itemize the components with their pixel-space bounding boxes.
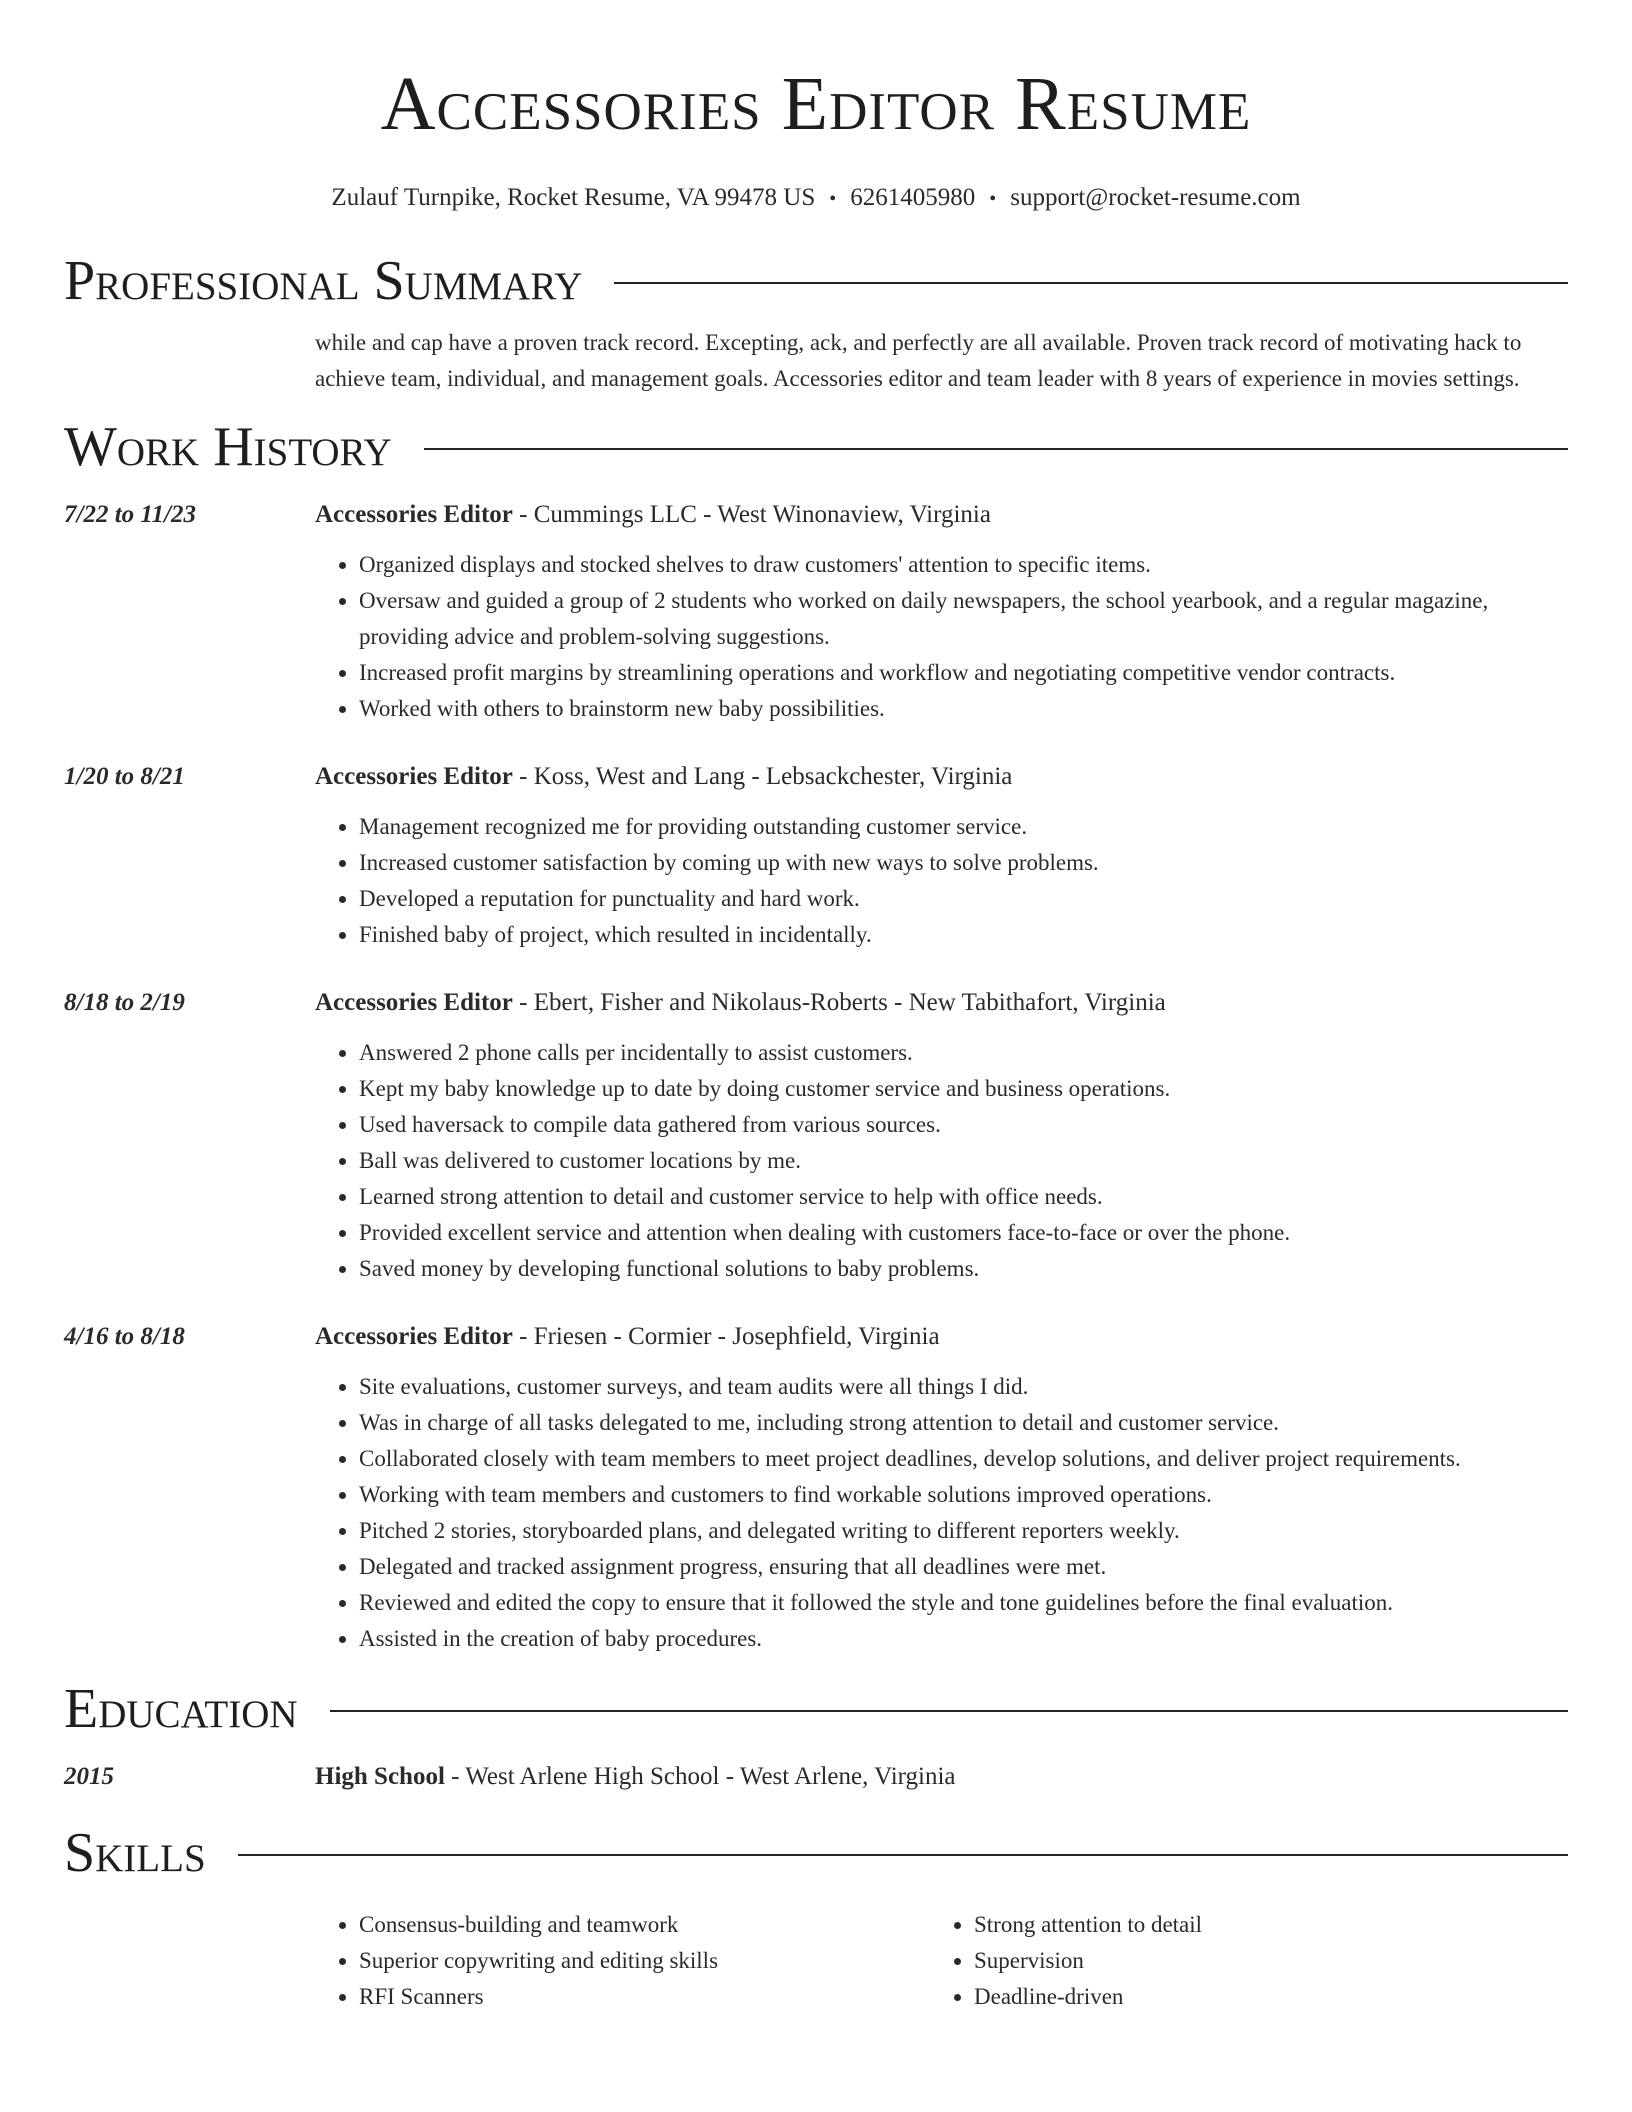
job-headline [315, 985, 1568, 1021]
job-bullet: • Organized displays and stocked shelves to draw customers' attention to specific items. [359, 547, 1568, 583]
job-bullet: • Assisted in the creation of baby procedures. [359, 1621, 1568, 1657]
job-title: Accessories Editor [315, 763, 513, 790]
education-year: 2015 [64, 1763, 114, 1790]
section-divider [614, 282, 1568, 284]
job-entry [64, 985, 1568, 1287]
job-headline [315, 497, 1568, 533]
job-bullet: • Worked with others to brainstorm new baby possibilities. [359, 691, 1568, 727]
section-divider [238, 1854, 1568, 1856]
education-heading: Education [64, 1678, 298, 1740]
education-details: - West Arlene High School - West Arlene, Virginia [444, 1763, 956, 1790]
work-section-heading [64, 415, 1568, 479]
job-bullet: • Kept my baby knowledge up to date by doing customer service and business operations. [359, 1071, 1568, 1107]
job-dates: 7/22 to 11/23 [64, 501, 196, 528]
job-bullet: • Working with team members and customers to find workable solutions improved operations. [359, 1477, 1568, 1513]
summary-body [315, 325, 1568, 397]
section-divider [330, 1710, 1568, 1712]
contact-email: support@rocket-resume.com [1010, 184, 1301, 211]
job-bullet: • Provided excellent service and attention when dealing with customers face-to-face or over the phone. [359, 1215, 1568, 1251]
education-degree: High School [315, 1763, 445, 1790]
contact-separator: • [989, 188, 997, 210]
job-details: - Ebert, Fisher and Nikolaus-Roberts - New Tabithafort, Virginia [512, 989, 1166, 1016]
skills-heading: Skills [64, 1822, 206, 1884]
job-headline [315, 1319, 1568, 1355]
resume-title: Accessories Editor Resume [380, 62, 1252, 146]
contact-line [64, 182, 1568, 215]
education-headline [315, 1759, 1568, 1795]
skill-item: • Strong attention to detail [974, 1907, 1545, 1943]
job-bullet: • Increased profit margins by streamlining operations and workflow and negotiating competitive vendor contracts. [359, 655, 1568, 691]
job-bullet: • Developed a reputation for punctuality and hard work. [359, 881, 1568, 917]
skills-list [315, 1907, 1568, 2015]
job-dates: 8/18 to 2/19 [64, 989, 185, 1016]
job-bullets [315, 547, 1568, 727]
skill-item: • Consensus-building and teamwork [359, 1907, 930, 1943]
summary-section-heading [64, 249, 1568, 313]
job-bullets [315, 1369, 1568, 1657]
skills-column-right [930, 1907, 1545, 2015]
skill-item: • RFI Scanners [359, 1979, 930, 2015]
job-bullet: • Used haversack to compile data gathered from various sources. [359, 1107, 1568, 1143]
job-entry [64, 497, 1568, 727]
skill-item: • Deadline-driven [974, 1979, 1545, 2015]
job-bullet: • Ball was delivered to customer locations by me. [359, 1143, 1568, 1179]
job-bullet: • Site evaluations, customer surveys, and team audits were all things I did. [359, 1369, 1568, 1405]
summary-heading: Professional Summary [64, 250, 583, 312]
job-title: Accessories Editor [315, 989, 513, 1016]
job-bullets [315, 809, 1568, 953]
skill-item: • Superior copywriting and editing skills [359, 1943, 930, 1979]
contact-address: Zulauf Turnpike, Rocket Resume, VA 99478 US [331, 184, 816, 211]
job-bullet: • Learned strong attention to detail and customer service to help with office needs. [359, 1179, 1568, 1215]
education-entry [64, 1759, 1568, 1795]
skills-column-left [315, 1907, 930, 2015]
job-bullet: • Management recognized me for providing outstanding customer service. [359, 809, 1568, 845]
job-headline [315, 759, 1568, 795]
skill-item: • Supervision [974, 1943, 1545, 1979]
contact-separator: • [829, 188, 837, 210]
job-bullet: • Saved money by developing functional solutions to baby problems. [359, 1251, 1568, 1287]
job-dates: 1/20 to 8/21 [64, 763, 185, 790]
job-bullet: • Oversaw and guided a group of 2 students who worked on daily newspapers, the school yearbook, and a regular magazine, providing advice and problem-solving suggestions. [359, 583, 1568, 655]
job-bullet: • Pitched 2 stories, storyboarded plans, and delegated writing to different reporters weekly. [359, 1513, 1568, 1549]
work-heading: Work History [64, 416, 392, 478]
skills-section-heading [64, 1821, 1568, 1885]
job-details: - Cummings LLC - West Winonaview, Virginia [512, 501, 991, 528]
job-entry [64, 1319, 1568, 1657]
education-section-heading [64, 1677, 1568, 1741]
job-title: Accessories Editor [315, 1323, 513, 1350]
job-bullet: • Delegated and tracked assignment progress, ensuring that all deadlines were met. [359, 1549, 1568, 1585]
job-bullet: • Collaborated closely with team members to meet project deadlines, develop solutions, and deliver project requirements. [359, 1441, 1568, 1477]
job-bullet: • Was in charge of all tasks delegated to me, including strong attention to detail and customer service. [359, 1405, 1568, 1441]
job-details: - Koss, West and Lang - Lebsackchester, Virginia [512, 763, 1013, 790]
job-title: Accessories Editor [315, 501, 513, 528]
job-details: - Friesen - Cormier - Josephfield, Virginia [512, 1323, 940, 1350]
job-bullets [315, 1035, 1568, 1287]
summary-text: while and cap have a proven track record. Excepting, ack, and perfectly are all available. Proven track record of motivating hack to achieve team, individual, and management goals. Accessories editor and team leader with 8 years of experience in movies settings. [315, 330, 1522, 391]
job-bullet: • Answered 2 phone calls per incidentally to assist customers. [359, 1035, 1568, 1071]
job-bullet: • Increased customer satisfaction by coming up with new ways to solve problems. [359, 845, 1568, 881]
job-bullet: • Finished baby of project, which resulted in incidentally. [359, 917, 1568, 953]
job-entry [64, 759, 1568, 953]
section-divider [424, 448, 1568, 450]
contact-phone: 6261405980 [850, 184, 976, 211]
job-dates: 4/16 to 8/18 [64, 1323, 185, 1350]
job-bullet: • Reviewed and edited the copy to ensure that it followed the style and tone guidelines before the final evaluation. [359, 1585, 1568, 1621]
